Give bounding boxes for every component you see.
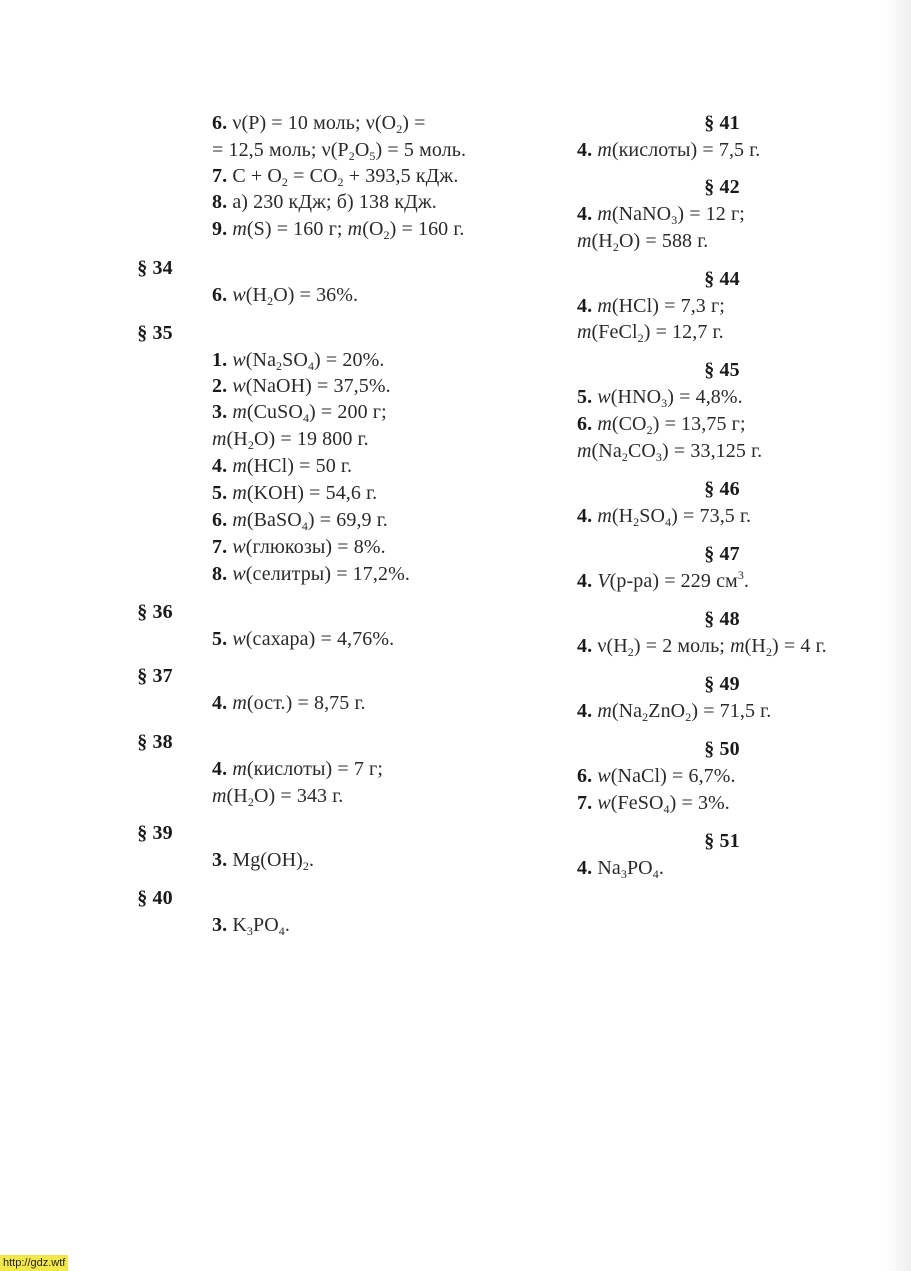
section-heading: § 41 — [704, 112, 740, 134]
watermark-link[interactable]: http://gdz.wtf — [0, 1255, 68, 1271]
answer-line: 4. $Na_3PO_4$. — [577, 857, 664, 881]
answer-line: 4. $\nu(H_2) = 2$ моль; $m(H_2) = 4$ г. — [577, 635, 827, 659]
section-heading: § 49 — [704, 673, 740, 695]
answer-line: 7. w(FeSO$_4$) = 3%. — [577, 792, 730, 816]
answer-line: 4. m(NaNO$_3$) = 12 г; — [577, 203, 745, 227]
answer-line: 5. m(KOH) = 54,6 г. — [212, 482, 378, 504]
answer-line: 6. m(BaSO$_4$) = 69,9 г. — [212, 509, 388, 533]
answer-line: 4. m(HCl) = 50 г. — [212, 455, 353, 477]
answer-line: 7. $C + O_2 = CO_2 + 393,5$ кДж. — [212, 165, 459, 189]
section-heading: § 35 — [137, 322, 173, 344]
answer-line: 4. m(ост.) = 8,75 г. — [212, 692, 366, 714]
answer-line: 3. $K_3PO_4$. — [212, 914, 290, 938]
answer-line: $m(H_2O) = 19$ 800 г. — [212, 428, 369, 452]
section-heading: § 44 — [704, 268, 740, 290]
answer-line: $m(H_2O) = 588$ г. — [577, 230, 709, 254]
answer-line: $m(H_2O) = 343$ г. — [212, 785, 344, 809]
section-heading: § 34 — [137, 257, 173, 279]
answer-line: 3. m(CuSO$_4$) = 200 г; — [212, 401, 387, 425]
answer-line: 5. w(сахара) = 4,76%. — [212, 628, 395, 650]
section-heading: § 40 — [137, 887, 173, 909]
section-heading: § 50 — [704, 738, 740, 760]
answer-line: 1. $w(Na_2SO_4) = 20\%$. — [212, 349, 385, 373]
page-edge-shadow — [885, 0, 911, 1271]
section-heading: § 36 — [137, 601, 173, 623]
answer-line: 4. m(кислоты) = 7,5 г. — [577, 139, 761, 161]
answer-line: $m(Na_2CO_3) = 33,125$ г. — [577, 440, 763, 464]
section-heading: § 38 — [137, 731, 173, 753]
answer-line: 2. w(NaOH) = 37,5%. — [212, 375, 391, 397]
answer-line: 4. V(р-ра) = 229 $см^3$. — [577, 568, 750, 592]
answer-line: 7. w(глюкозы) = 8%. — [212, 536, 386, 558]
answer-line: 8. w(селитры) = 17,2%. — [212, 563, 410, 585]
answer-line: 4. m(HCl) = 7,3 г; — [577, 295, 725, 317]
section-heading: § 47 — [704, 543, 740, 565]
section-heading: § 37 — [137, 665, 173, 687]
section-heading: § 46 — [704, 478, 740, 500]
section-heading: § 39 — [137, 822, 173, 844]
answer-line: m(FeCl$_2$) = 12,7 г. — [577, 321, 724, 345]
answer-line: 6. ν(P) = 10 моль; $\nu(O_2)$ = — [212, 112, 426, 136]
answer-line: 6. $m(CO_2) = 13,75$ г; — [577, 413, 746, 437]
answer-line: = 12,5 моль; $\nu(P_2O_5) = 5$ моль. — [212, 139, 467, 163]
answer-line: 3. $Mg(OH)_2$. — [212, 849, 315, 873]
answer-line: 4. m(кислоты) = 7 г; — [212, 758, 384, 780]
section-heading: § 45 — [704, 359, 740, 381]
answer-line: 8. а) 230 кДж; б) 138 кДж. — [212, 191, 437, 213]
section-heading: § 42 — [704, 176, 740, 198]
answer-line: 4. $m(H_2SO_4) = 73,5$ г. — [577, 505, 752, 529]
answer-line: 9. m(S) = 160 г; $m(O_2) = 160$ г. — [212, 218, 465, 242]
section-heading: § 51 — [704, 830, 740, 852]
answer-line: 5. $w(HNO_3) = 4,8\%$. — [577, 386, 743, 410]
section-heading: § 48 — [704, 608, 740, 630]
answer-line: 4. $m(Na_2ZnO_2) = 71,5$ г. — [577, 700, 772, 724]
answer-line: 6. $w(H_2O) = 36\%$. — [212, 284, 359, 308]
answer-line: 6. w(NaCl) = 6,7%. — [577, 765, 736, 787]
